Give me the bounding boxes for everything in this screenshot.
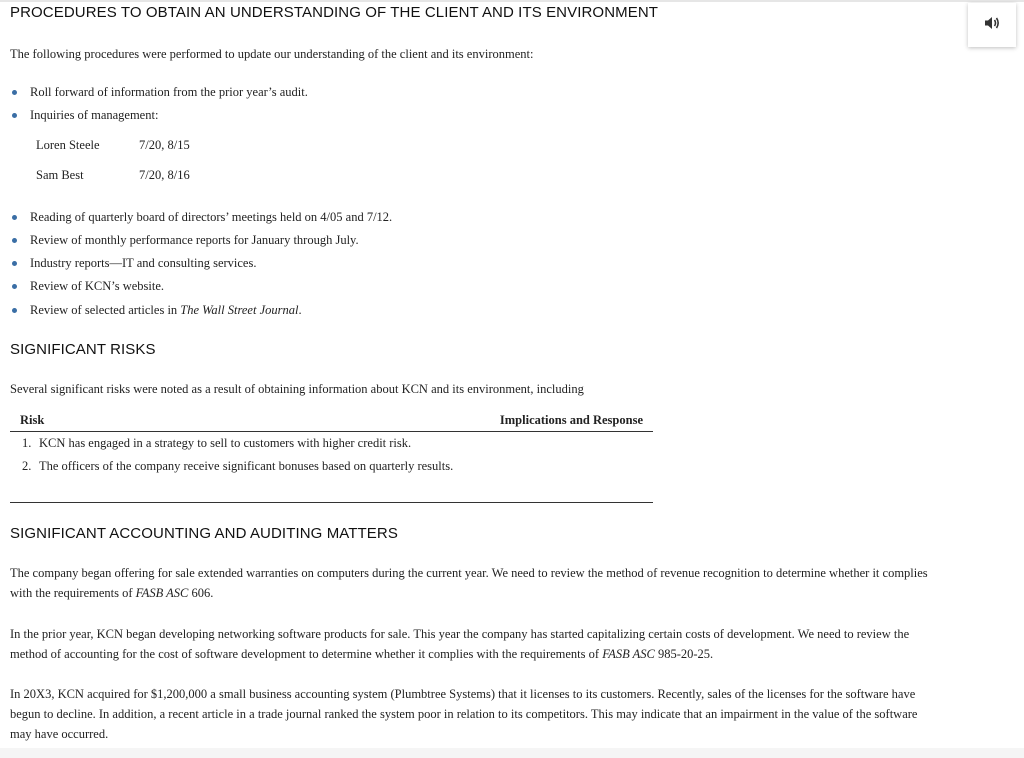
paragraph-text: 606.	[188, 586, 214, 601]
table-row	[10, 432, 653, 456]
standard-reference: FASB ASC	[602, 647, 655, 662]
heading-procedures: PROCEDURES TO OBTAIN AN UNDERSTANDING OF THE CLIENT AND ITS ENVIRONMENT	[10, 4, 659, 21]
inquiry-name: Sam Best	[36, 168, 84, 183]
table-header-row	[10, 404, 653, 432]
risk-cell	[10, 455, 653, 478]
column-header-risk: Risk	[10, 404, 122, 432]
risk-number: 2.	[22, 459, 32, 474]
list-item: Review of KCN’s website.	[10, 275, 940, 298]
list-item: Review of monthly performance reports for January through July.	[10, 229, 940, 252]
accounting-paragraph-1	[10, 563, 940, 603]
inquiry-row	[36, 161, 940, 191]
heading-accounting-matters: SIGNIFICANT ACCOUNTING AND AUDITING MATTERS	[10, 525, 398, 543]
list-item: Inquiries of management:	[10, 104, 940, 127]
table-row-empty	[10, 478, 653, 503]
heading-significant-risks: SIGNIFICANT RISKS	[10, 341, 156, 359]
risk-cell	[10, 432, 653, 456]
empty-cell	[10, 478, 653, 503]
list-item: Industry reports—IT and consulting services.	[10, 252, 940, 275]
inquiry-row	[36, 131, 940, 161]
paragraph-text: 985-20-25.	[654, 647, 714, 662]
accounting-paragraph-3: In 20X3, KCN acquired for $1,200,000 a small business accounting system (Plumbtree Systems) that it licenses to its customers. Recently, sales of the licenses for the software have begun to decline. In addition, a recent article in a trade journal ranked the system poor in relation to its competitors. This may indicate that an impairment in the value of the software may have occurred.	[10, 687, 918, 742]
inquiry-dates: 7/20, 8/15	[139, 138, 190, 153]
column-header-implications: Implications and Response	[122, 404, 653, 432]
list-item: Reading of quarterly board of directors’ meetings held on 4/05 and 7/12.	[10, 206, 940, 229]
speaker-icon	[984, 16, 1000, 35]
list-item	[10, 299, 940, 322]
procedures-list-b	[10, 206, 940, 322]
procedures-list-a	[10, 81, 940, 128]
inquiry-dates: 7/20, 8/16	[139, 168, 190, 183]
risks-intro: Several significant risks were noted as a result of obtaining information about KCN and its environment, including	[10, 382, 584, 397]
accounting-paragraph-2	[10, 624, 940, 664]
inquiry-name: Loren Steele	[36, 138, 100, 153]
bullet-prefix: Review of selected articles in	[30, 302, 181, 317]
bullet-suffix: .	[298, 302, 302, 317]
audio-button[interactable]	[968, 3, 1016, 47]
paragraph-text: In the prior year, KCN began developing networking software products for sale. This year the company has started capitalizing certain costs of development. We need to review the method of accounting for the cost of software development to determine whether it complies with the requirements of	[10, 627, 910, 662]
table-row	[10, 455, 653, 478]
standard-reference: FASB ASC	[135, 586, 189, 601]
procedures-intro: The following procedures were performed to update our understanding of the client and its environment:	[10, 47, 534, 61]
bottom-strip	[0, 748, 1024, 758]
risks-table	[10, 404, 653, 503]
list-item: Roll forward of information from the prior year’s audit.	[10, 81, 940, 104]
document-body	[10, 0, 940, 744]
publication-title: The Wall Street Journal	[180, 302, 299, 317]
risk-number: 1.	[22, 436, 32, 451]
risk-text: KCN has engaged in a strategy to sell to customers with higher credit risk.	[39, 436, 412, 451]
paragraph-text: The company began offering for sale extended warranties on computers during the current year. We need to review the method of revenue recognition to determine whether it complies with the requirements of	[10, 566, 928, 601]
management-inquiries	[36, 131, 940, 191]
risk-text: The officers of the company receive significant bonuses based on quarterly results.	[39, 459, 454, 474]
